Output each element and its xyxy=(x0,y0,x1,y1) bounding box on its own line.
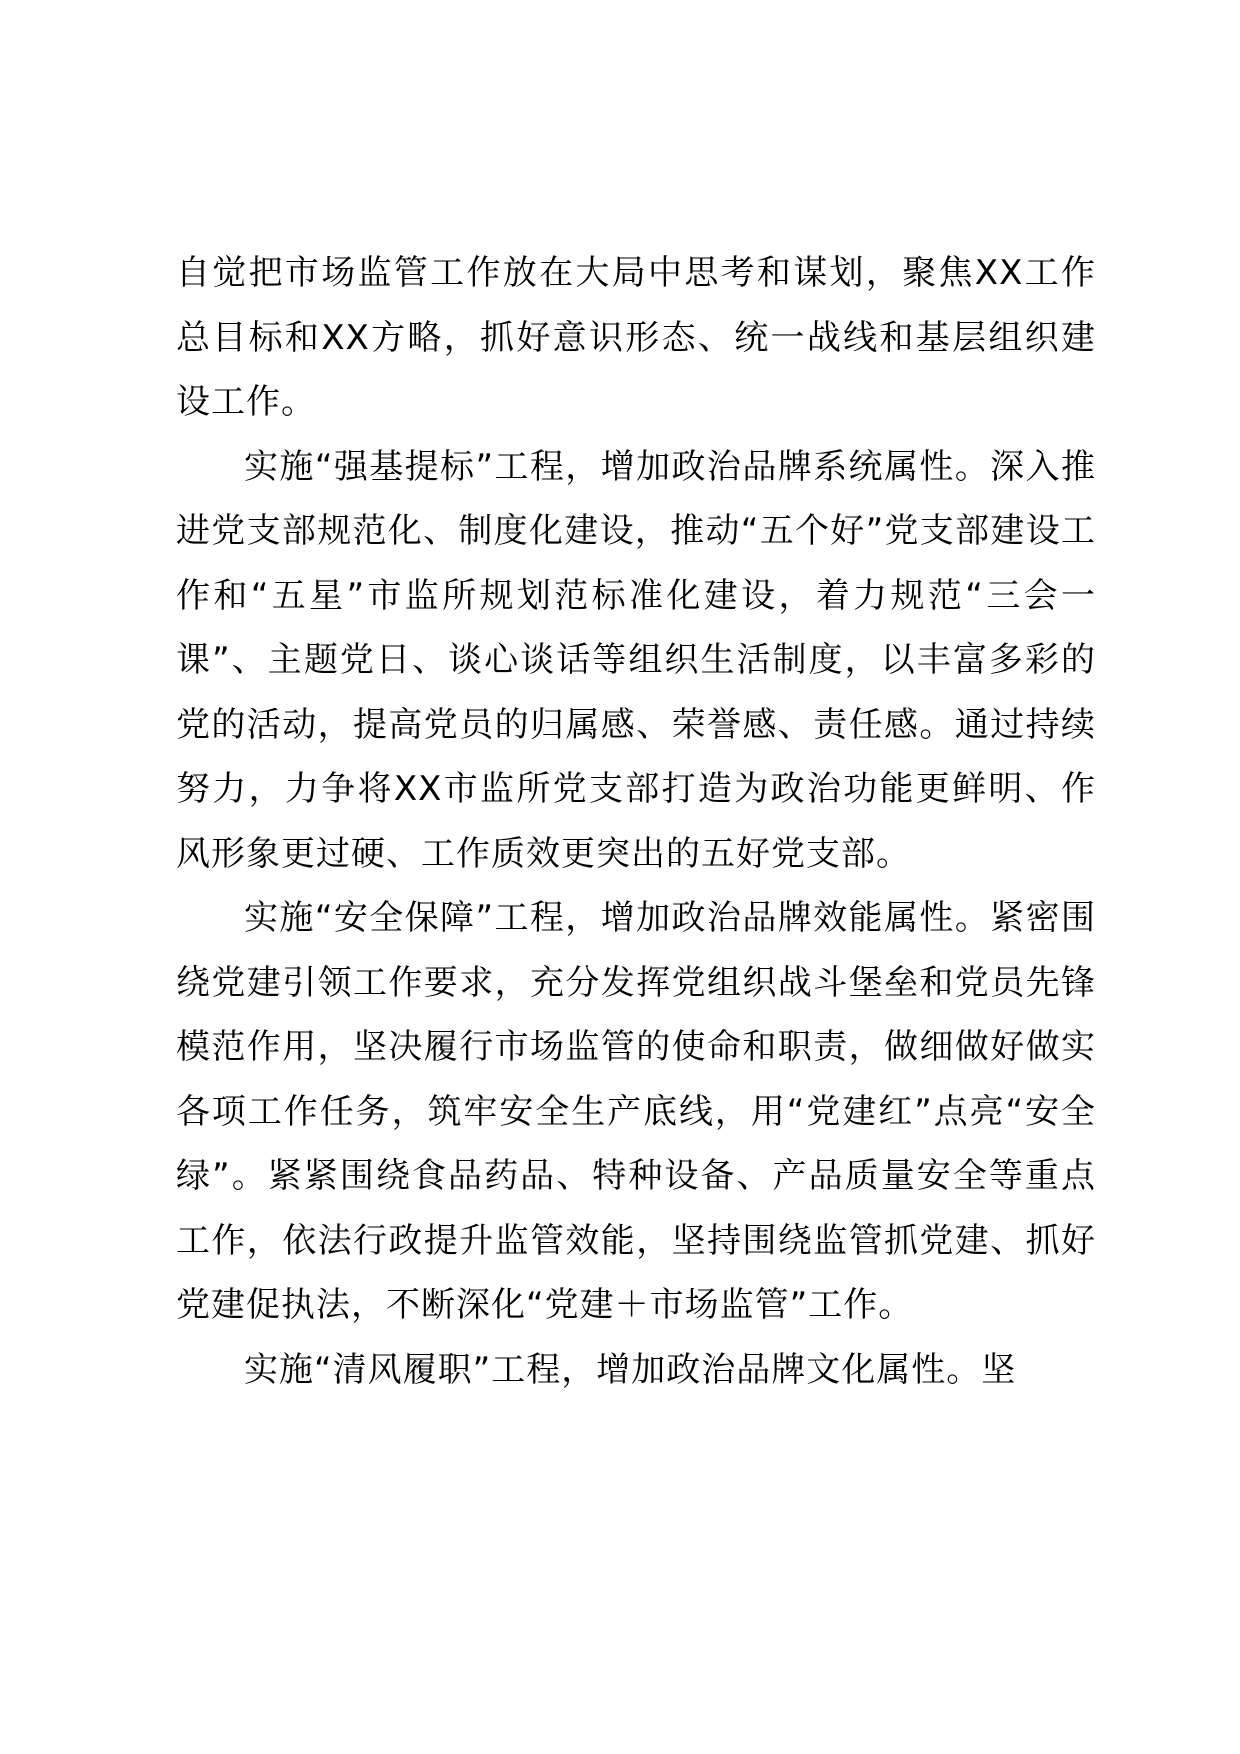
paragraph-3: 实施“安全保障”工程，增加政治品牌效能属性。紧密围绕党建引领工作要求，充分发挥党组织战斗堡垒和党员先锋模范作用，坚决履行市场监管的使命和职责，做细做好做实各项工作任务，筑牢安全生产底线，用“党建红”点亮“安全绿”。紧紧围绕食品药品、特种设备、产品质量安全等重点工作，依法行政提升监管效能，坚持围绕监管抓党建、抓好党建促执法，不断深化“党建＋市场监管”工作。 xyxy=(176,898,1096,1325)
paragraph-2: 实施“强基提标”工程，增加政治品牌系统属性。深入推进党支部规范化、制度化建设，推动“五个好”党支部建设工作和“五星”市监所规划范标准化建设，着力规范“三会一课”、主题党日、谈心谈话等组织生活制度，以丰富多彩的党的活动，提高党员的归属感、荣誉感、责任感。通过持续努力，力争将XX市监所党支部打造为政治功能更鲜明、作风形象更过硬、工作质效更突出的五好党支部。 xyxy=(176,446,1096,874)
document-body xyxy=(176,241,1096,1402)
paragraph-1: 自觉把市场监管工作放在大局中思考和谋划，聚焦XX工作总目标和XX方略，抓好意识形态、统一战线和基层组织建设工作。 xyxy=(176,253,1096,422)
paragraph-4: 实施“清风履职”工程，增加政治品牌文化属性。坚 xyxy=(244,1349,1017,1390)
